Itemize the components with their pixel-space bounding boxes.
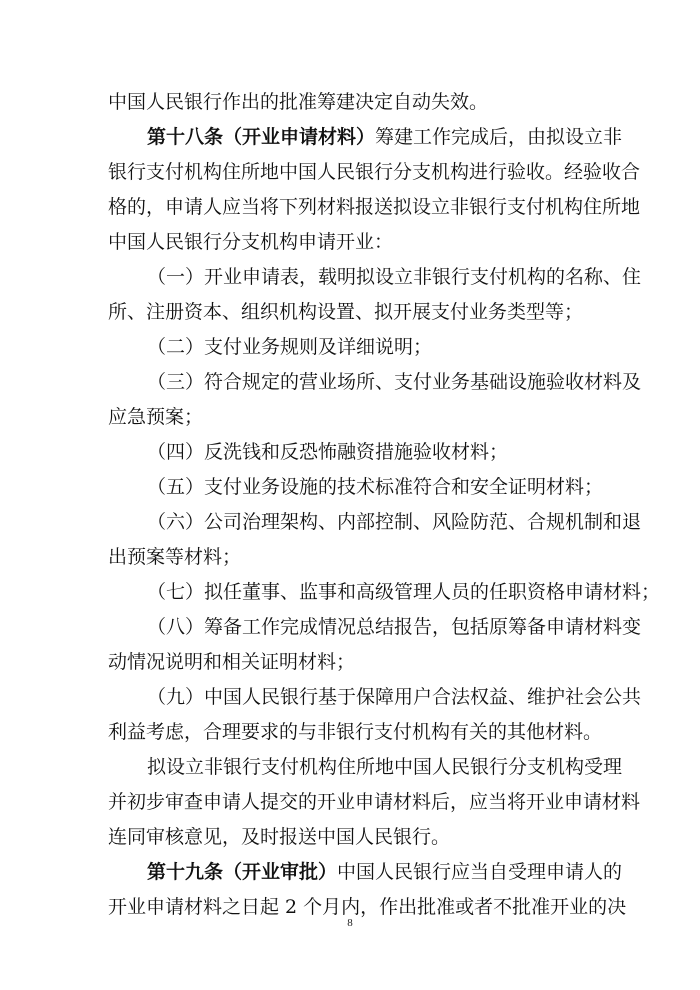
item-1-line-2: 所、注册资本、组织机构设置、拟开展支付业务类型等； bbox=[108, 301, 584, 323]
item-7: （七）拟任董事、监事和高级管理人员的任职资格申请材料； bbox=[147, 581, 661, 603]
item-5: （五）支付业务设施的技术标准符合和安全证明材料； bbox=[147, 476, 604, 498]
text-line-4: 格的，申请人应当将下列材料报送拟设立非银行支付机构住所地 bbox=[108, 196, 641, 218]
paragraph-review-line-2: 并初步审查申请人提交的开业申请材料后，应当将开业申请材料 bbox=[108, 791, 641, 813]
paragraph-review-line-1: 拟设立非银行支付机构住所地中国人民银行分支机构受理 bbox=[147, 756, 623, 778]
page-number: 8 bbox=[347, 917, 353, 929]
article-18-text: 筹建工作完成后，由拟设立非 bbox=[375, 126, 623, 148]
item-2: （二）支付业务规则及详细说明； bbox=[147, 336, 433, 358]
item-3-line-1: （三）符合规定的营业场所、支付业务基础设施验收材料及 bbox=[147, 371, 642, 393]
article-19-text: 中国人民银行应当自受理申请人的 bbox=[337, 861, 623, 883]
article-19-first-line bbox=[147, 857, 623, 887]
item-6-line-2: 出预案等材料； bbox=[108, 546, 242, 568]
item-8-line-1: （八）筹备工作完成情况总结报告，包括原筹备申请材料变 bbox=[147, 616, 642, 638]
item-6-line-1: （六）公司治理架构、内部控制、风险防范、合规机制和退 bbox=[147, 511, 642, 533]
text-line-3: 银行支付机构住所地中国人民银行分支机构进行验收。经验收合 bbox=[108, 161, 641, 183]
item-9-line-2: 利益考虑，合理要求的与非银行支付机构有关的其他材料。 bbox=[108, 721, 603, 743]
text-line-last: 开业申请材料之日起 2 个月内，作出批准或者不批准开业的决 bbox=[108, 896, 627, 918]
text-line-5: 中国人民银行分支机构申请开业： bbox=[108, 231, 394, 253]
text-line-1: 中国人民银行作出的批准筹建决定自动失效。 bbox=[108, 91, 489, 113]
item-8-line-2: 动情况说明和相关证明材料； bbox=[108, 651, 356, 673]
item-9-line-1: （九）中国人民银行基于保障用户合法权益、维护社会公共 bbox=[147, 686, 642, 708]
item-3-line-2: 应急预案； bbox=[108, 406, 204, 428]
article-19-heading: 第十九条（开业审批） bbox=[147, 861, 338, 883]
paragraph-review-line-3: 连同审核意见，及时报送中国人民银行。 bbox=[108, 826, 451, 848]
article-18-heading: 第十八条（开业申请材料） bbox=[147, 126, 376, 148]
item-1-line-1: （一）开业申请表，载明拟设立非银行支付机构的名称、住 bbox=[147, 266, 642, 288]
item-4: （四）反洗钱和反恐怖融资措施验收材料； bbox=[147, 441, 509, 463]
article-18-first-line bbox=[147, 122, 623, 152]
